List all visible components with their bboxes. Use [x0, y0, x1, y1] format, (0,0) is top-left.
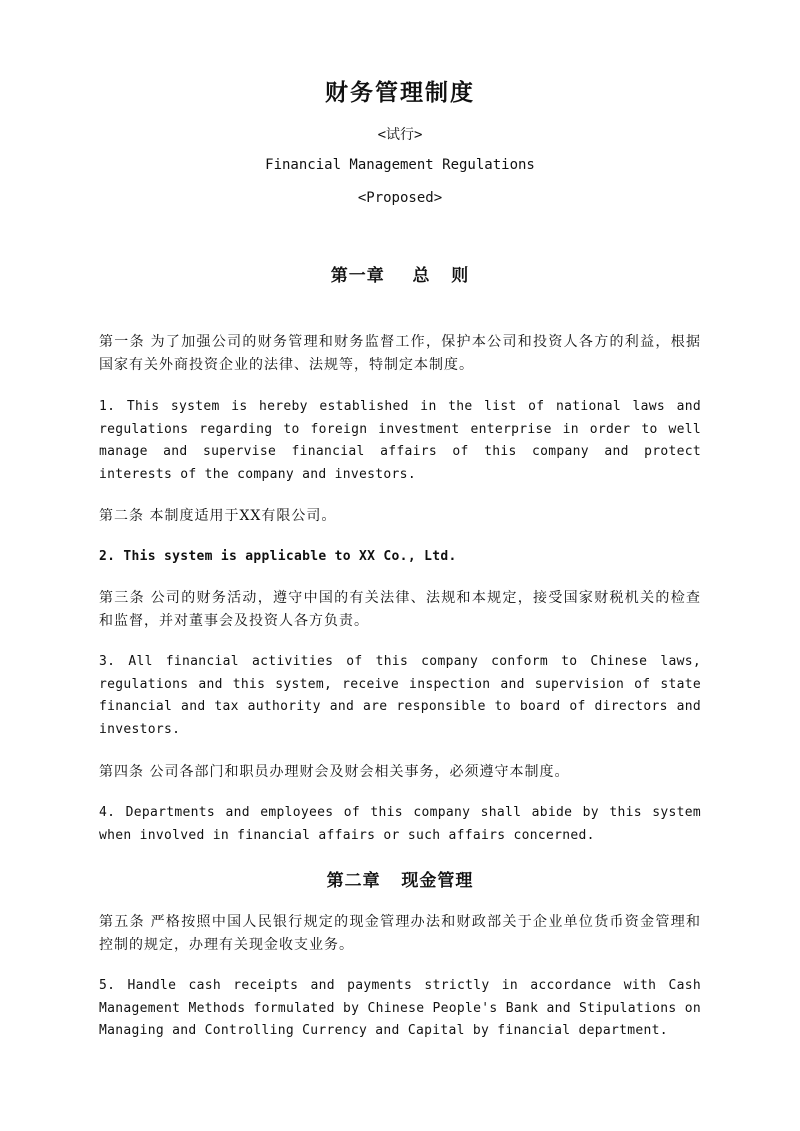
article-2-cn: 第二条 本制度适用于XX有限公司。 [99, 508, 337, 524]
subtitle-en: Financial Management Regulations [265, 157, 535, 173]
article-1-en: 1. This system is hereby established in the list of national laws and regulations regarding to foreign investment enterprise in order to well manage and supervise financial affairs of this company and protect interests of the company and investors. [99, 399, 701, 482]
article-3-en: 3. All financial activities of this company conform to Chinese laws, regulations and this system, receive inspection and supervision of state financial and tax authority and are responsible to board of directors and investors. [99, 654, 701, 737]
article-4-cn: 第四条 公司各部门和职员办理财会及财会相关事务，必须遵守本制度。 [99, 764, 570, 780]
article-5-cn: 第五条 严格按照中国人民银行规定的现金管理办法和财政部关于企业单位货币资金管理和控制的规定，办理有关现金收支业务。 [99, 914, 701, 953]
article-2-en: 2. This system is applicable to XX Co., Ltd. [99, 549, 457, 564]
article-5-en: 5. Handle cash receipts and payments strictly in accordance with Cash Management Methods formulated by Chinese People's Bank and Stipulations on Managing and Controlling Currency and Capital by financial department. [99, 978, 701, 1038]
document-title: 财务管理制度 [325, 79, 475, 106]
chapter-1-heading: 第一章 总 则 [330, 266, 470, 286]
chapter-2-heading: 第二章 现金管理 [326, 871, 474, 891]
subtitle-en-note: <Proposed> [357, 190, 443, 206]
article-4-en: 4. Departments and employees of this company shall abide by this system when involved in financial affairs or such affairs concerned. [99, 805, 701, 843]
subtitle-cn: <试行> [377, 127, 423, 143]
article-3-cn: 第三条 公司的财务活动，遵守中国的有关法律、法规和本规定，接受国家财税机关的检查和监督，并对董事会及投资人各方负责。 [99, 590, 701, 629]
article-1-cn: 第一条 为了加强公司的财务管理和财务监督工作，保护本公司和投资人各方的利益，根据国家有关外商投资企业的法律、法规等，特制定本制度。 [99, 334, 701, 373]
